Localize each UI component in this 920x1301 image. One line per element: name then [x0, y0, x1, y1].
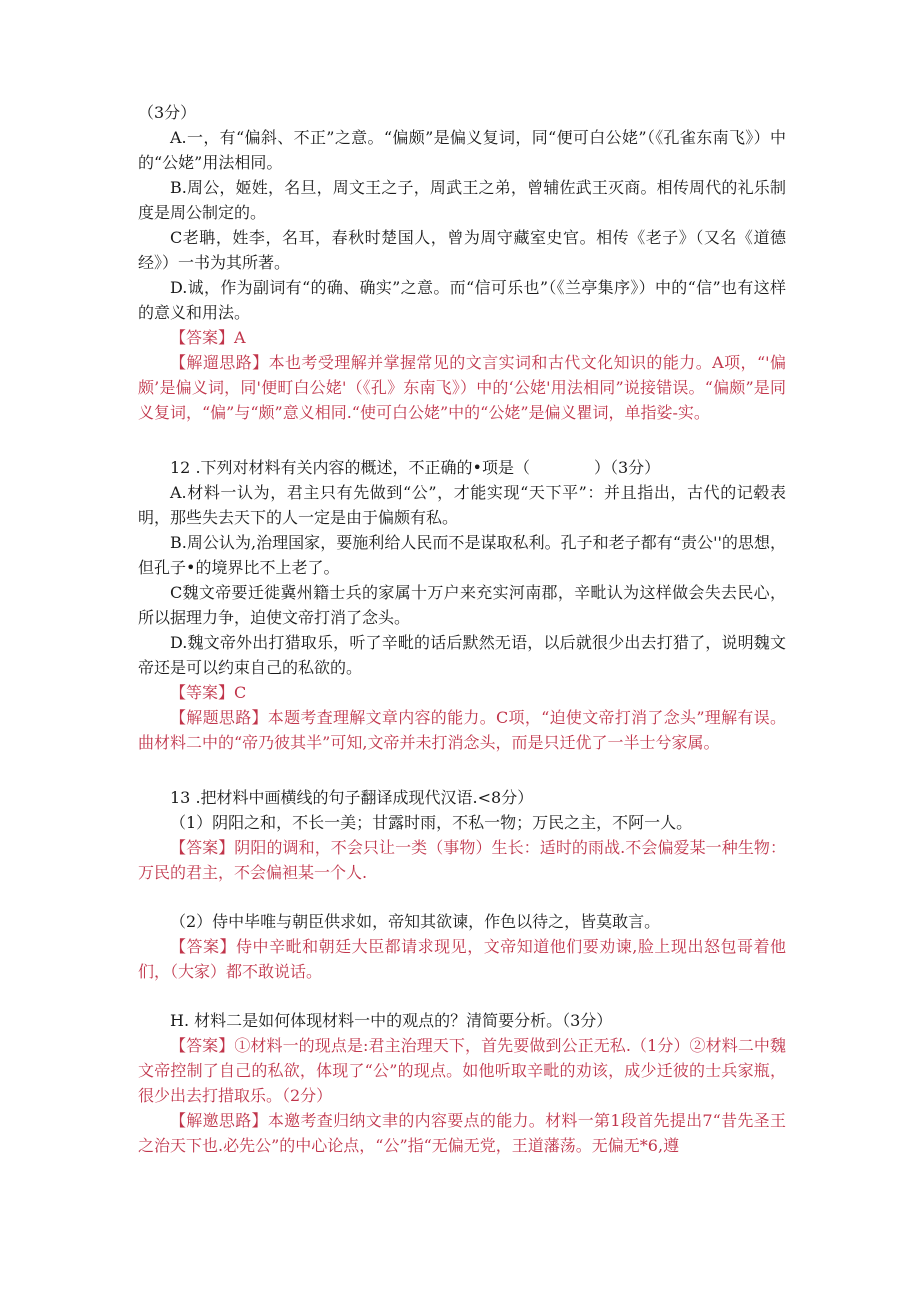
- q13-sentence-2: （2）侍中毕唯与朝臣供求如，帝知其欲谏，作色以待之，皆莫敢言。: [170, 912, 661, 931]
- q13-answer-2: 【答案】侍中辛毗和朝廷大臣都请求现见，文帝知道他们要劝谏,脸上现出怒包哥着他们，（大家）都不敢说话。: [138, 937, 786, 981]
- spacer: [138, 984, 786, 1008]
- q13-sentence-1: （1）阴阳之和，不长一美；甘露时雨，不私一物；万民之主，不阿一人。: [170, 813, 693, 832]
- q14-analysis: 【解邀思路】本邀考查归纳文聿的内容要点的能力。材料一第1段首先提出7“昔先圣王之治天下也.必先公”的中心论点，“公”指“无偏无党，王道藩荡。无偏无*6,遵: [138, 1111, 786, 1155]
- q13-answer-1: 【答案】阴阳的调和，不会只让一类（事物）生长：适时的雨战.不会偏爱某一种生物：万民的君主，不会偏袒某一个人.: [138, 838, 786, 882]
- q11-option-d: D.诚，作为副词有“的确、确实”之意。而“信可乐也”（《兰亭集序》）中的“信”也有这样的意义和用法。: [138, 278, 786, 322]
- q12-analysis: 【解题思路】本题考査理解文章内容的能力。C项，“迫使文帝打消了念头”理解有误。曲材料二中的“帝乃彼其半”可知,文帝并未打消念头，而是只迁优了一半士兮家属。: [138, 708, 786, 752]
- document-page: [138, 100, 786, 1158]
- q12-option-c: C魏文帝要迁徙冀州籍士兵的家属十万户来充实河南郡，辛毗认为这样做会失去民心，所以据理力争，迫使文帝打消了念头。: [138, 583, 786, 627]
- spacer: [138, 755, 786, 785]
- q11-score: （3分）: [138, 103, 197, 122]
- spacer: [138, 425, 786, 455]
- q12-answer: 【等案】C: [170, 683, 247, 702]
- q14-answer: 【答案】①材料一的现点是:君主治理天下，首先要做到公正无私.（1分）②材料二中魏文帝控制了自己的私欲，体现了“公”的现点。如他听取辛毗的劝该，成少迁彼的士兵家瓶，很少出去打措取乐。（2分）: [138, 1036, 786, 1105]
- q11-answer: 【答案】A: [170, 328, 246, 347]
- q12-option-b: B.周公认为,治理国家，要施利给人民而不是谋取私利。孔子和老子都有“责公''的思想，但孔子•的境界比不上老了。: [138, 533, 786, 577]
- spacer: [138, 885, 786, 909]
- q12-option-a: A.材料一认为，君主只有先做到“公”，才能实现“天下平”：并且指出，古代的记毂表明，那些失去天下的人一定是由于偏颇有私。: [138, 483, 786, 527]
- q12-option-d: D.魏文帝外出打猎取乐，听了辛毗的话后默然无语，以后就很少出去打猎了，说明魏文帝还是可以约束自己的私欲的。: [138, 633, 786, 677]
- q12-stem: 12 .下列对材料有关内容的概述，不正确的•项是（ ）（3分）: [170, 458, 661, 477]
- q14-stem: H. 材料二是如何体现材料一中的观点的？清简要分析。（3分）: [170, 1011, 613, 1030]
- q11-option-a: A.一，有“偏斜、不正”之意。“偏颇”是偏义复词，同“便可白公姥”（《孔雀东南飞》）中的“公姥”用法相同。: [138, 128, 786, 172]
- q11-option-b: B.周公，姬姓，名旦，周文王之子，周武王之弟，曾辅佐武王灭商。相传周代的礼乐制度是周公制定的。: [138, 178, 786, 222]
- q11-analysis: 【解遛思路】本也考受理解并掌握常见的文言实词和古代文化知识的能力。A项，“'偏颇’是偏义词，同'便町白公姥'（《孔》东南飞》）中的‘公姥'用法相同”说接错误。“偏颇”是同义复词，“偏”与“颇”意义相同.“使可白公姥”中的“公姥”是偏义瞿词，单指娑-实。: [138, 353, 786, 422]
- q13-stem: 13 .把材料中画横线的句子翻译成现代汉语.<8分）: [170, 788, 534, 807]
- q11-option-c: C老聃，姓李，名耳，春秋时楚国人，曾为周守藏室史官。相传《老子》（又名《道德经》）一书为其所著。: [138, 228, 786, 272]
